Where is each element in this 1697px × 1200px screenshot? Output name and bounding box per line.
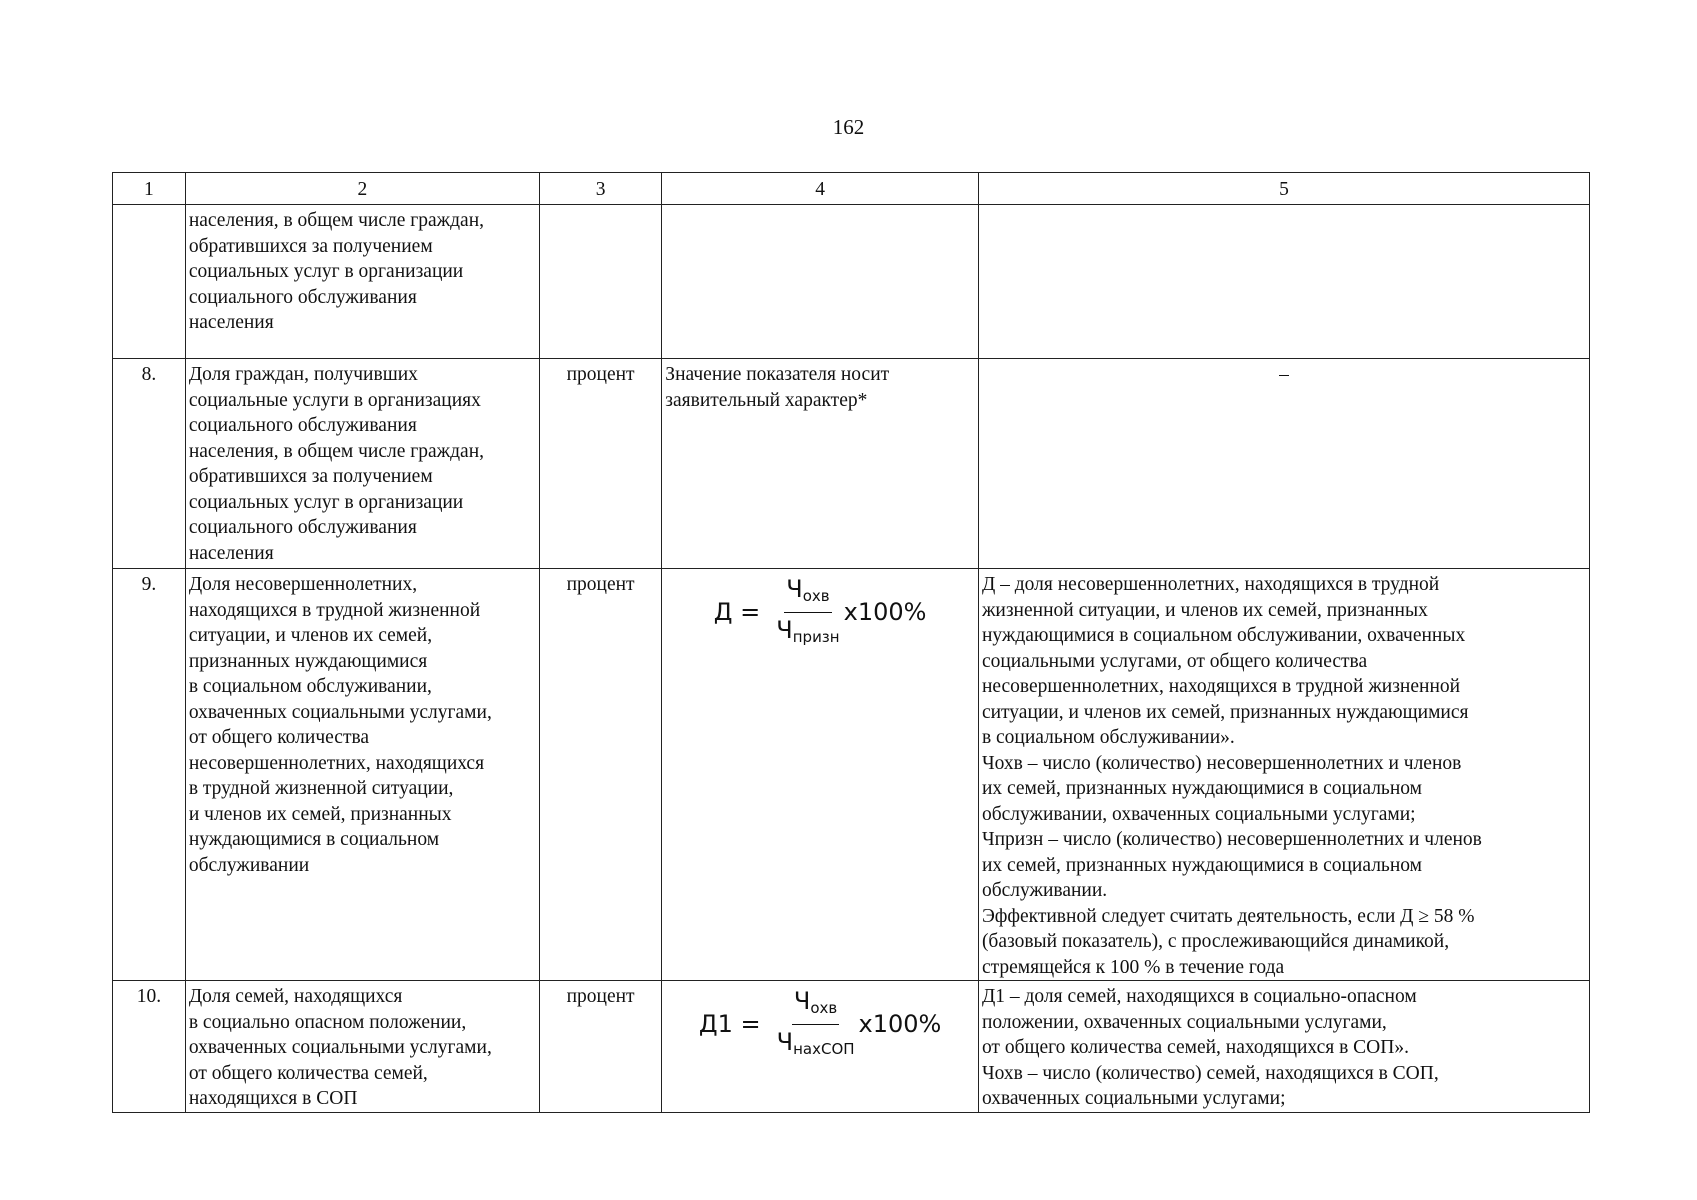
column-number-header-row <box>113 173 1590 205</box>
formula-cell <box>662 569 979 981</box>
row-number <box>113 205 186 359</box>
formula-lhs: Д = <box>713 598 761 627</box>
unit-cell: процент <box>539 359 661 569</box>
formula-numerator: $Ч_{охв}$ <box>784 574 831 613</box>
formula-lhs: Д1 = <box>698 1010 761 1039</box>
formula-multiplier: х100% <box>843 598 927 627</box>
row-number: 8. <box>113 359 186 569</box>
indicator-name: Доля несовершеннолетних, находящихся в трудной жизненной ситуации, и членов их семей, признанных нуждающимися в социальном обслуживании, охваченных социальными услугами, от общего количества несовершеннолетних, находящихся в трудной жизненной ситуации, и членов их семей, признанных нуждающимися в социальном обслуживании <box>185 569 539 981</box>
table-row <box>113 569 1590 981</box>
formula-fraction <box>774 574 841 652</box>
column-header: 5 <box>978 173 1589 205</box>
formula-cell <box>662 981 979 1113</box>
unit-cell <box>539 205 661 359</box>
table-row <box>113 359 1590 569</box>
formula-denominator: $Ч_{нахСОП}$ <box>776 1028 855 1058</box>
formula <box>665 986 975 1064</box>
calculation-cell <box>662 205 979 359</box>
calculation-cell: Значение показателя носит заявительный характер* <box>662 359 979 569</box>
description-cell <box>978 205 1589 359</box>
unit-cell: процент <box>539 981 661 1113</box>
indicator-name: Доля граждан, получивших социальные услуги в организациях социального обслуживания населения, в общем числе граждан, обратившихся за получением социальных услуг в организации социального обслуживания населения <box>185 359 539 569</box>
formula-denominator: $Ч_{призн}$ <box>776 616 840 646</box>
column-header: 4 <box>662 173 979 205</box>
row-number: 9. <box>113 569 186 981</box>
indicator-table <box>112 172 1590 1113</box>
description-cell: – <box>978 359 1589 569</box>
table-row <box>113 981 1590 1113</box>
page-number: 162 <box>832 115 865 139</box>
table-row <box>113 205 1590 359</box>
column-header: 1 <box>113 173 186 205</box>
column-header: 2 <box>185 173 539 205</box>
description-cell: Д – доля несовершеннолетних, находящихся в трудной жизненной ситуации, и членов их семей, признанных нуждающимися в социальном обслуживании, охваченных социальными услугами, от общего количества несовершеннолетних, находящихся в трудной жизненной ситуации, и членов их семей, признанных нуждающимися в социальном обслуживании». Чохв – число (количество) несовершеннолетних и членов их семей, признанных нуждающимися в социальном обслуживании, охваченных социальными услугами; Чпризн – число (количество) несовершеннолетних и членов их семей, признанных нуждающимися в социальном обслуживании. Эффективной следует считать деятельность, если Д ≥ 58 % (базовый показатель), с прослеживающийся динамикой, стремящейся к 100 % в течение года <box>978 569 1589 981</box>
indicator-name: Доля семей, находящихся в социально опасном положении, охваченных социальными услугами, от общего количества семей, находящихся в СОП <box>185 981 539 1113</box>
row-number: 10. <box>113 981 186 1113</box>
formula-fraction <box>775 986 857 1064</box>
description-cell: Д1 – доля семей, находящихся в социально-опасном положении, охваченных социальными услугами, от общего количества семей, находящихся в СОП». Чохв – число (количество) семей, находящихся в СОП, охваченных социальными услугами; <box>978 981 1589 1113</box>
formula-multiplier: х100% <box>858 1010 942 1039</box>
column-header: 3 <box>539 173 661 205</box>
formula-numerator: $Ч_{охв}$ <box>792 986 839 1025</box>
formula <box>665 574 975 652</box>
indicator-name: населения, в общем числе граждан, обратившихся за получением социальных услуг в организации социального обслуживания населения <box>185 205 539 359</box>
unit-cell: процент <box>539 569 661 981</box>
